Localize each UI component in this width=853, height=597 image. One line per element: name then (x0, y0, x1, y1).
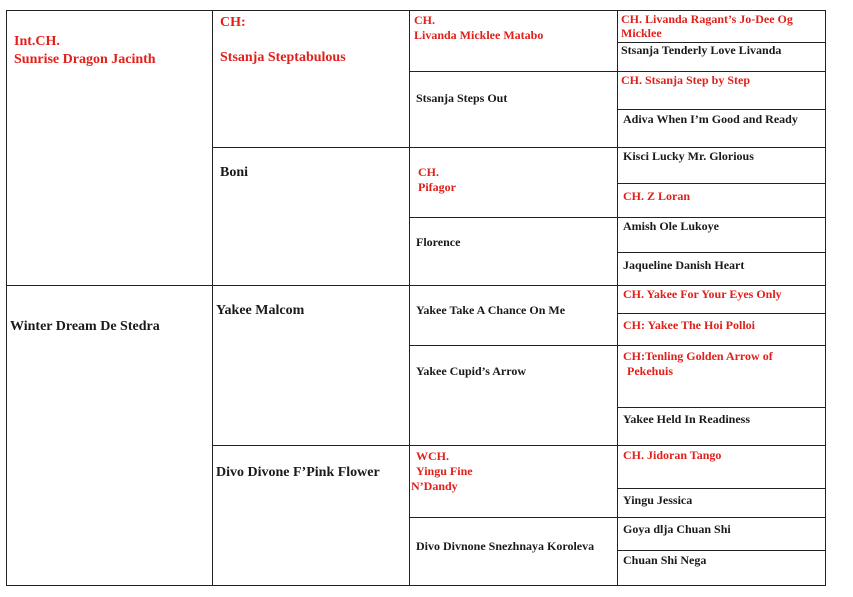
gen4-r11-line2: Pekehuis (627, 364, 674, 378)
gen3-divider-2 (409, 147, 617, 148)
gen4-divider-5 (617, 183, 825, 184)
gen4-r13: CH. Jidoran Tango (623, 448, 722, 462)
gen3-g-line3: N’Dandy (411, 479, 458, 493)
gen3-divider-4 (409, 285, 617, 286)
border-right (825, 10, 826, 586)
gen3-h-name: Divo Divnone Snezhnaya Koroleva (416, 539, 595, 553)
gen3-a-title: CH. (414, 13, 435, 27)
gen4-r11-line1: CH:Tenling Golden Arrow of (623, 349, 773, 363)
gen1-divider (6, 285, 212, 286)
sire-name: Sunrise Dragon Jacinth (14, 52, 156, 67)
gen3-divider-5 (409, 345, 617, 346)
gen3-divider-3 (409, 217, 617, 218)
gen3-divider-7 (409, 517, 617, 518)
gen2-divider-b (212, 285, 409, 286)
border-bottom (6, 585, 826, 586)
col-divider-3 (617, 10, 618, 586)
gen3-f-name: Yakee Cupid’s Arrow (416, 364, 527, 378)
gen4-divider-8 (617, 285, 825, 286)
gen4-divider-12 (617, 445, 825, 446)
gen4-r4: Adiva When I’m Good and Ready (623, 112, 798, 126)
col-divider-2 (409, 10, 410, 586)
gen4-divider-2 (617, 71, 825, 72)
gen4-r12: Yakee Held In Readiness (623, 412, 751, 426)
gen3-a-name: Livanda Micklee Matabo (414, 28, 544, 42)
gen2-s4-name: Divo Divone F’Pink Flower (216, 465, 380, 480)
gen4-r6: CH. Z Loran (623, 189, 691, 203)
gen3-g-line1: WCH. (416, 449, 449, 463)
gen4-divider-4 (617, 147, 825, 148)
gen4-divider-6 (617, 217, 825, 218)
gen4-r8: Jaqueline Danish Heart (623, 258, 745, 272)
gen2-s3-name: Yakee Malcom (216, 303, 305, 318)
gen4-divider-7 (617, 252, 825, 253)
gen3-d-name: Florence (416, 235, 461, 249)
col-divider-1 (212, 10, 213, 586)
gen3-e-name: Yakee Take A Chance On Me (416, 303, 566, 317)
gen4-divider-9 (617, 313, 825, 314)
gen4-r1-line2: Micklee (621, 26, 662, 40)
gen2-s1-name: Stsanja Steptabulous (220, 50, 346, 65)
gen4-r10: CH: Yakee The Hoi Polloi (623, 318, 755, 332)
gen4-divider-3 (617, 109, 825, 110)
gen4-divider-10 (617, 345, 825, 346)
gen4-divider-14 (617, 517, 825, 518)
border-top (6, 10, 826, 11)
gen2-divider-a (212, 147, 409, 148)
gen3-b-name: Stsanja Steps Out (416, 91, 508, 105)
border-left (6, 10, 7, 586)
gen4-r14: Yingu Jessica (623, 493, 693, 507)
gen4-r15: Goya dlja Chuan Shi (623, 522, 731, 536)
gen3-c-name: Pifagor (418, 180, 456, 194)
gen4-divider-13 (617, 488, 825, 489)
gen4-divider-11 (617, 407, 825, 408)
gen2-s1-title: CH: (220, 15, 246, 30)
gen3-divider-1 (409, 71, 617, 72)
gen3-c-title: CH. (418, 165, 439, 179)
gen4-r9: CH. Yakee For Your Eyes Only (623, 287, 782, 301)
gen4-r7: Amish Ole Lukoye (623, 219, 720, 233)
dam-name: Winter Dream De Stedra (10, 319, 160, 334)
gen3-g-line2: Yingu Fine (416, 464, 473, 478)
gen4-r1-line1: CH. Livanda Ragant’s Jo-Dee Og (621, 12, 793, 26)
gen4-r16: Chuan Shi Nega (623, 553, 707, 567)
gen4-r2: Stsanja Tenderly Love Livanda (621, 43, 782, 57)
gen4-r5: Kisci Lucky Mr. Glorious (623, 149, 754, 163)
gen4-divider-15 (617, 550, 825, 551)
gen2-divider-c (212, 445, 409, 446)
sire-title: Int.CH. (14, 34, 60, 49)
gen3-divider-6 (409, 445, 617, 446)
gen2-s2-name: Boni (220, 165, 249, 180)
gen4-r3: CH. Stsanja Step by Step (621, 73, 751, 87)
